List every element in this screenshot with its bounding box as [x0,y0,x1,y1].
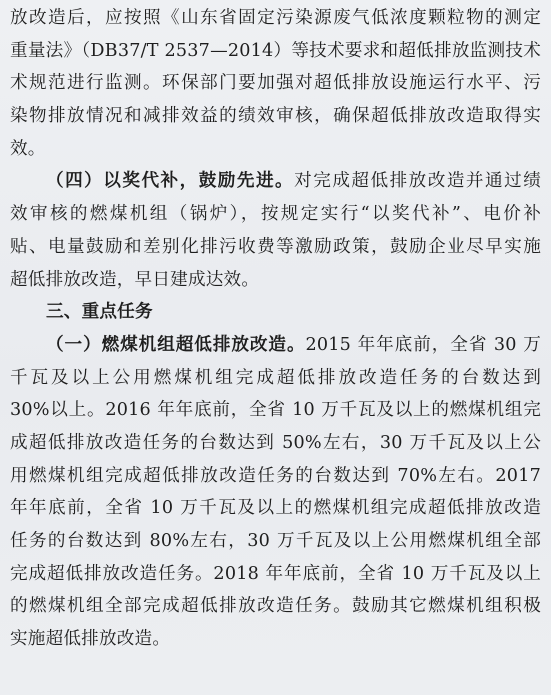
text-line: 千瓦及以上公用燃煤机组完成超低排放改造任务的台数达到 [10,367,541,388]
text-line: 30%以上。2016 年年底前，全省 10 万千瓦及以上的燃煤机组完 [10,400,541,421]
text-line: 完成超低排放改造任务。2018 年年底前，全省 10 万千瓦及以上 [10,563,541,584]
text-line: 贴、电量鼓励和差别化排污收费等激励政策，鼓励企业尽早实施 [10,236,541,257]
paragraph-first-line [10,329,541,362]
text-line: 年年底前，全省 10 万千瓦及以上的燃煤机组完成超低排放改造 [10,498,541,519]
paragraph-text: 2015 年年底前，全省 30 万 [305,334,541,355]
text-line: 放改造后，应按照《山东省固定污染源废气低浓度颗粒物的测定 [10,8,541,28]
section-heading: 三、重点任务 [46,302,153,323]
text-line: 重量法》（DB37/T 2537—2014）等技术要求和超低排放监测技术 [10,40,541,61]
text-line: 术规范进行监测。环保部门要加强对超低排放设施运行水平、污 [10,73,541,94]
text-line: 任务的台数达到 80%左右，30 万千瓦及以上公用燃煤机组全部 [10,531,541,551]
text-line: 染物排放情况和减排效益的绩效审核，确保超低排放改造取得实 [10,106,541,127]
paragraph-title: （一）燃煤机组超低排放改造。 [46,334,306,355]
text-line: 效。 [10,138,46,159]
text-line: 成超低排放改造任务的台数达到 50%左右，30 万千瓦及以上公 [10,432,541,453]
text-line: 效审核的燃煤机组（锅炉），按规定实行“以奖代补”、电价补 [10,204,541,225]
paragraph-text: 对完成超低排放改造并通过绩 [294,171,541,192]
text-line: 的燃煤机组全部完成超低排放改造任务。鼓励其它燃煤机组积极 [10,596,541,617]
text-line: 用燃煤机组完成超低排放改造任务的台数达到 70%左右。2017 [10,465,541,486]
text-line: 实施超低排放改造。 [10,629,171,650]
paragraph-title: （四）以奖代补，鼓励先进。 [46,171,295,192]
paragraph-first-line [10,165,541,198]
text-line: 超低排放改造，早日建成达效。 [10,269,260,290]
